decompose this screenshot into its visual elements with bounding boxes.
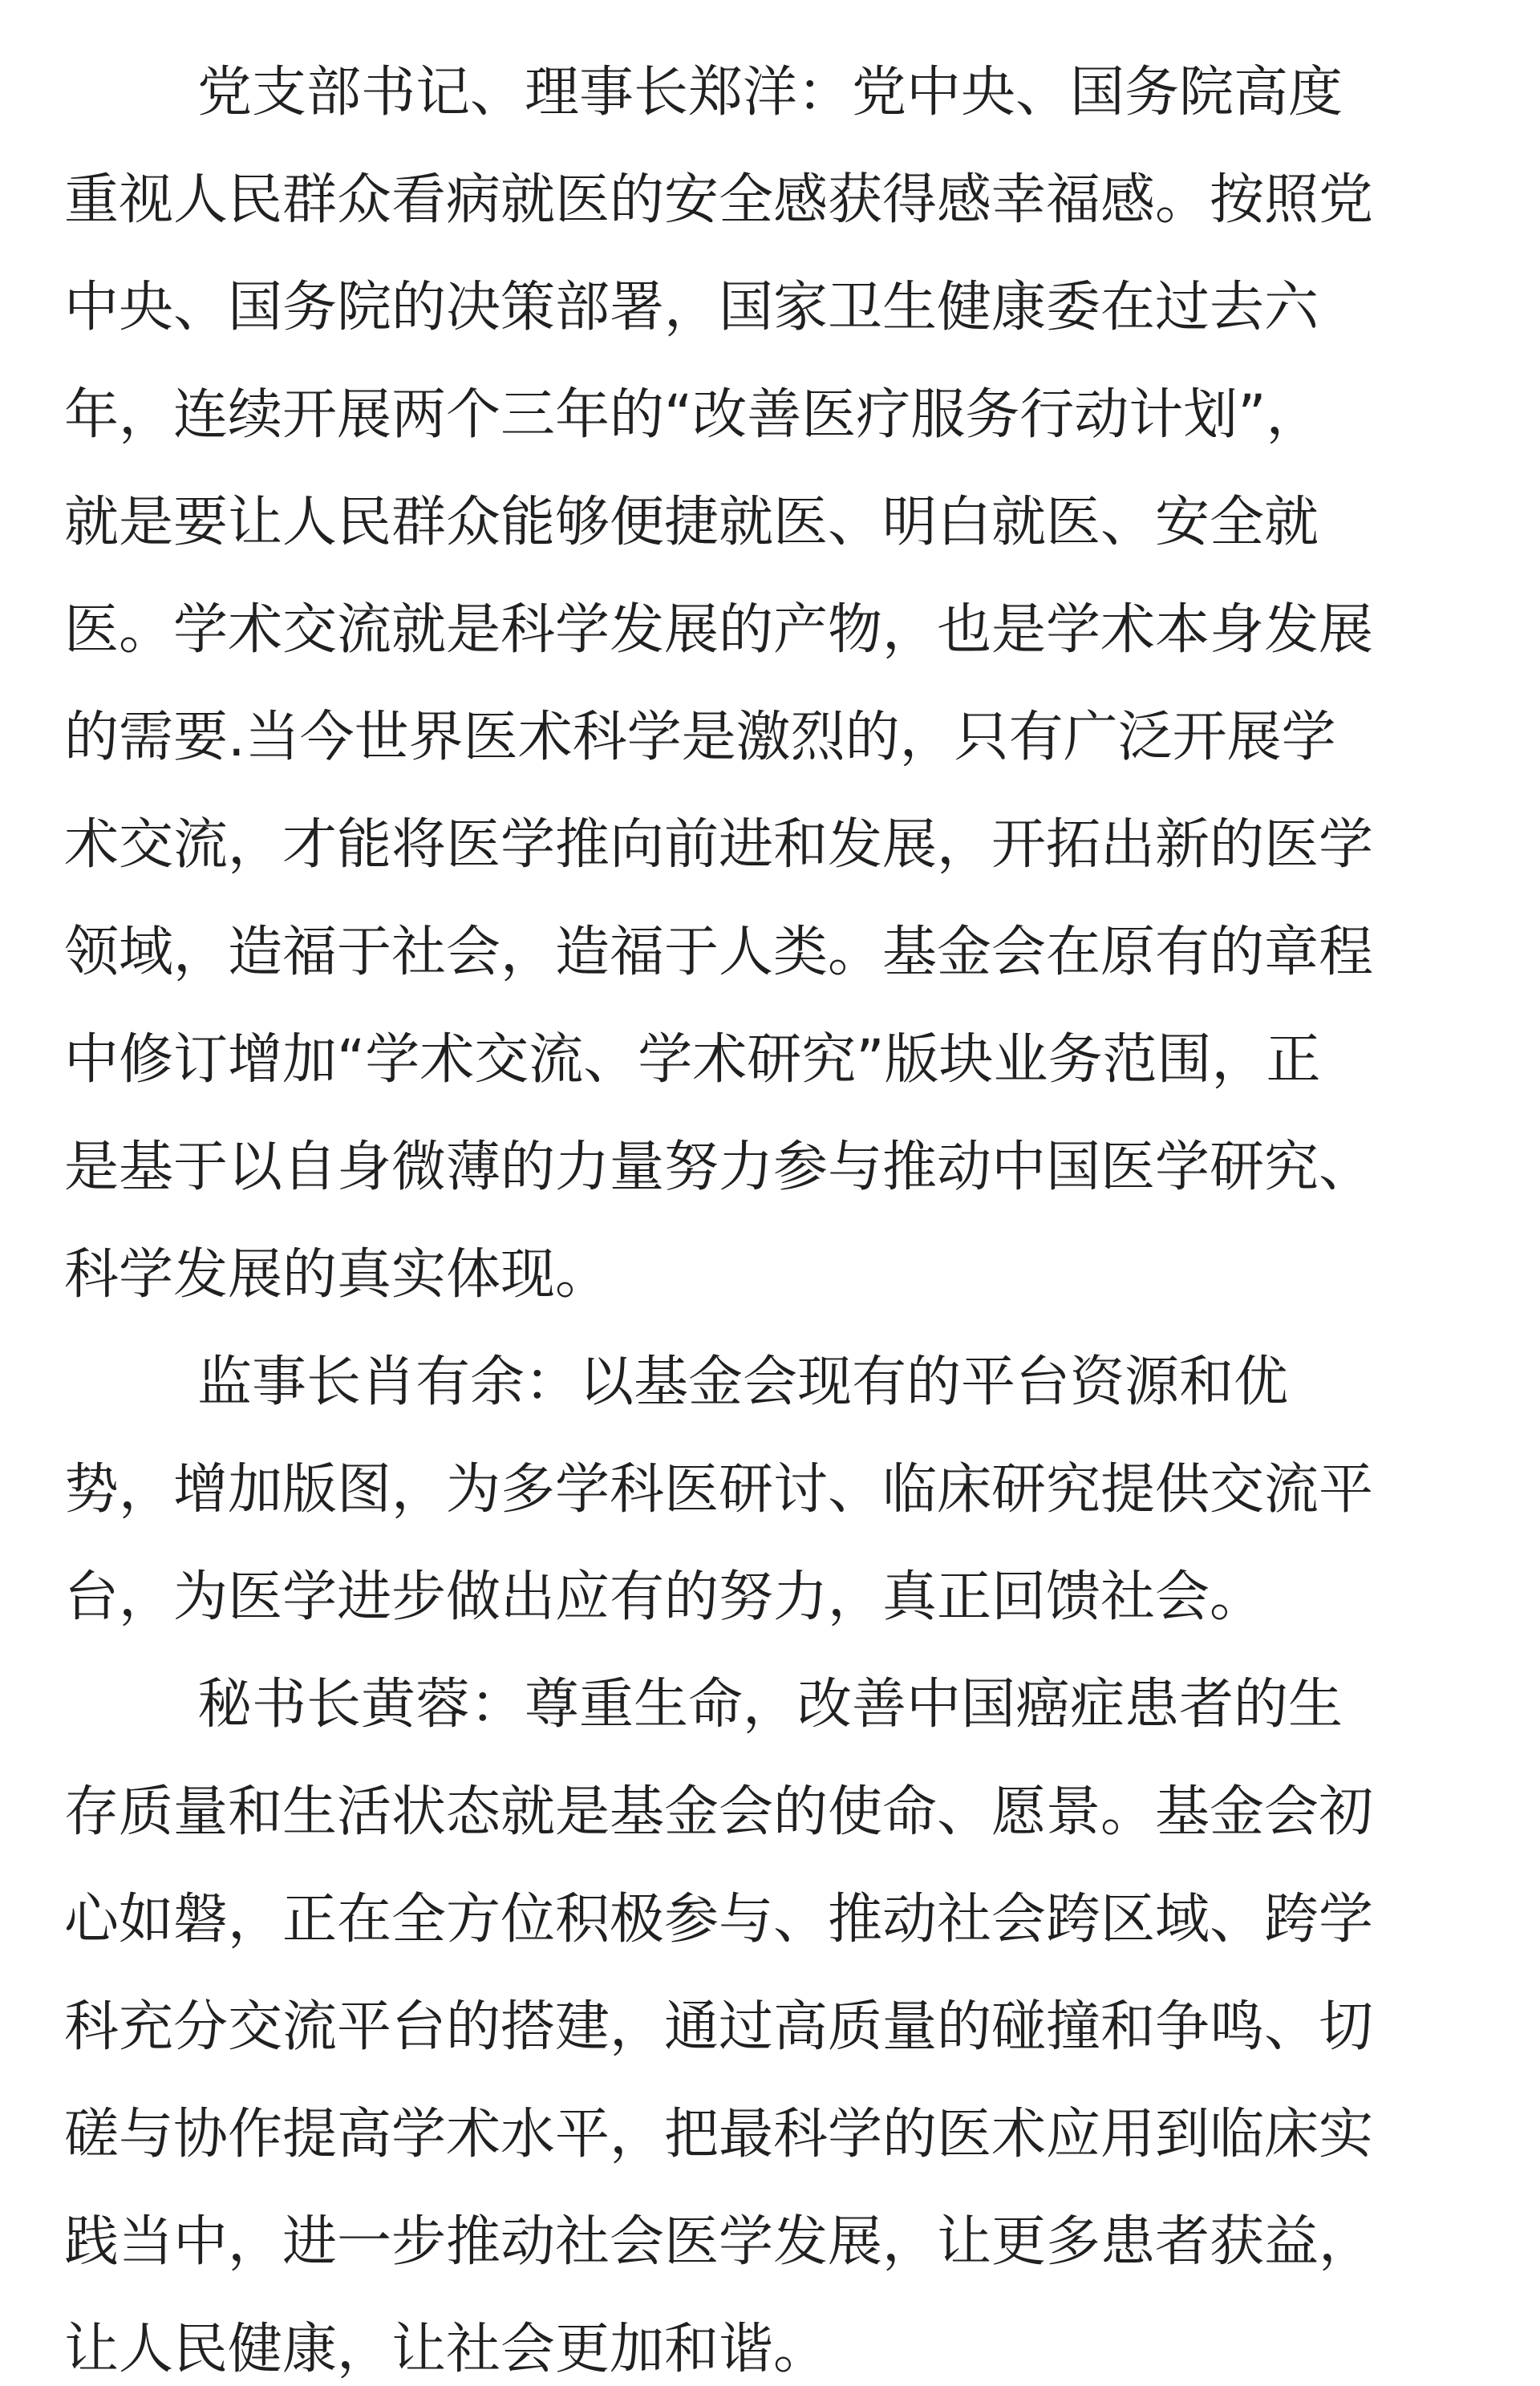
paragraph-3-line-1: 秘书长黄蓉：尊重生命，改善中国癌症患者的生 xyxy=(197,1673,1343,1736)
paragraph-1-line-2: 重视人民群众看病就医的安全感获得感幸福感。按照党 xyxy=(64,168,1374,232)
paragraph-1-line-12: 科学发展的真实体现。 xyxy=(64,1243,610,1306)
paragraph-1-line-7: 的需要.当今世界医术科学是激烈的，只有广泛开展学 xyxy=(64,706,1336,769)
paragraph-3-line-2: 存质量和生活状态就是基金会的使命、愿景。基金会初 xyxy=(64,1780,1374,1844)
paragraph-3-line-6: 践当中，进一步推动社会医学发展，让更多患者获益， xyxy=(64,2210,1374,2274)
paragraph-1-line-10: 中修订增加“学术交流、学术研究”版块业务范围，正 xyxy=(64,1028,1321,1092)
paragraph-3-line-7: 让人民健康，让社会更加和谐。 xyxy=(64,2318,829,2381)
paragraph-2-line-3: 台，为医学进步做出应有的努力，真正回馈社会。 xyxy=(64,1566,1265,1629)
paragraph-1-line-3: 中央、国务院的决策部署，国家卫生健康委在过去六 xyxy=(64,276,1319,339)
paragraph-1-line-5: 就是要让人民群众能够便捷就医、明白就医、安全就 xyxy=(64,491,1319,554)
paragraph-3-line-3: 心如磐，正在全方位积极参与、推动社会跨区域、跨学 xyxy=(64,1888,1374,1951)
paragraph-1-line-4: 年，连续开展两个三年的“改善医疗服务行动计划”， xyxy=(64,383,1321,447)
paragraph-2-line-2: 势，增加版图，为多学科医研讨、临床研究提供交流平 xyxy=(64,1458,1374,1521)
paragraph-1-line-8: 术交流，才能将医学推向前进和发展，开拓出新的医学 xyxy=(64,813,1374,877)
paragraph-1-line-6: 医。学术交流就是科学发展的产物，也是学术本身发展 xyxy=(64,598,1374,662)
paragraph-1-line-9: 领域，造福于社会，造福于人类。基金会在原有的章程 xyxy=(64,921,1374,984)
paragraph-1-line-1: 党支部书记、理事长郑洋：党中央、国务院高度 xyxy=(197,61,1343,124)
paragraph-3-line-4: 科充分交流平台的搭建，通过高质量的碰撞和争鸣、切 xyxy=(64,1995,1374,2059)
paragraph-3-line-5: 磋与协作提高学术水平，把最科学的医术应用到临床实 xyxy=(64,2103,1374,2166)
paragraph-2-line-1: 监事长肖有余：以基金会现有的平台资源和优 xyxy=(197,1351,1289,1414)
paragraph-1-line-11: 是基于以自身微薄的力量努力参与推动中国医学研究、 xyxy=(64,1136,1374,1199)
